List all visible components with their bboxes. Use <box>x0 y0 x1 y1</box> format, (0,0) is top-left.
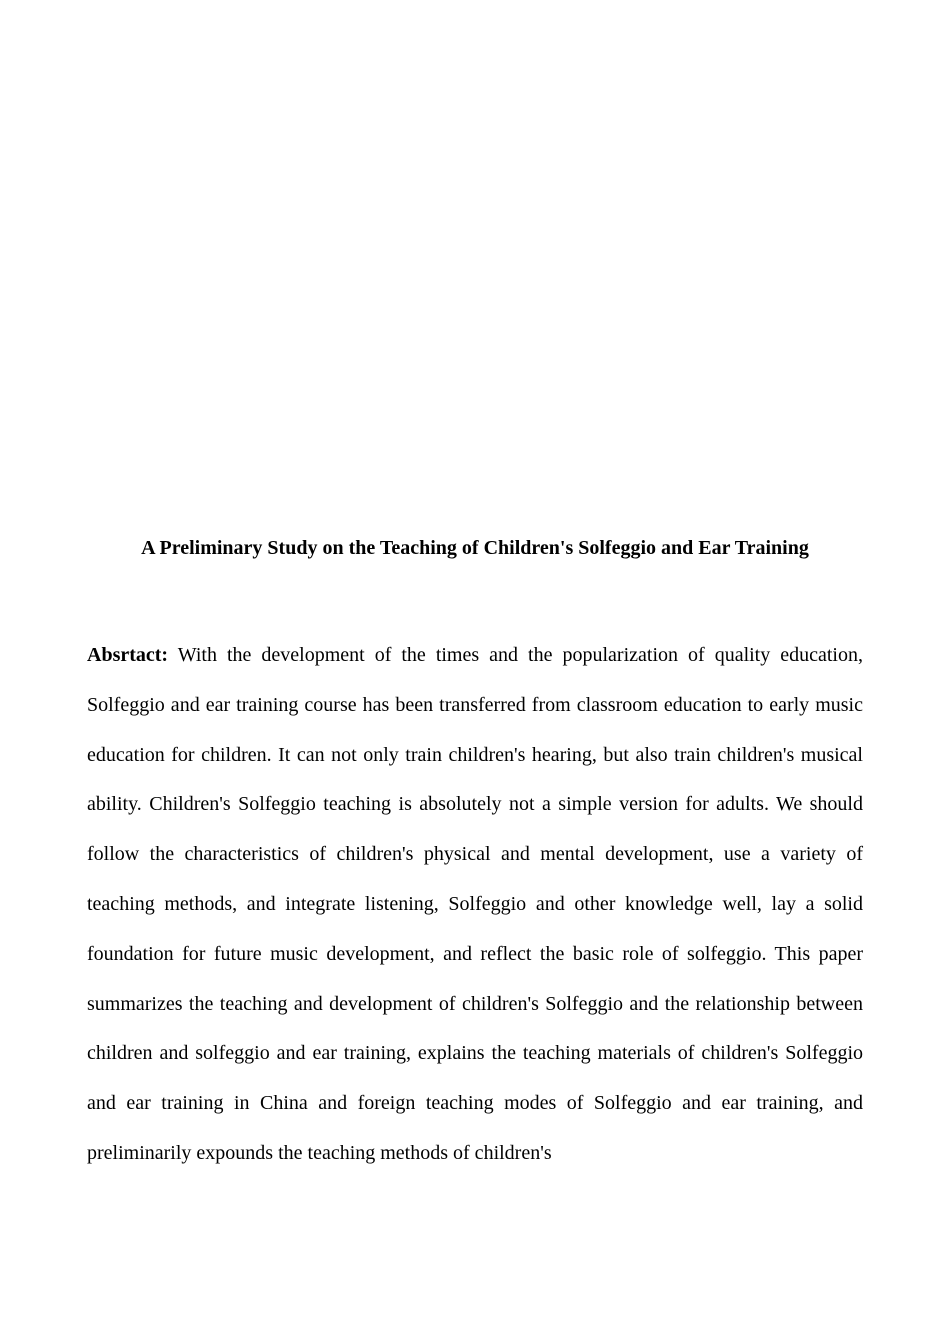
abstract-text: With the development of the times and the popularization of quality education, Solfeggio and ear training course has been transferred from classroom education to early music education for children. It can not only train children's hearing, but also train children's musical ability. Children's Solfeggio teaching is absolutely not a simple version for adults. We should follow the characteristics of children's physical and mental development, use a variety of teaching methods, and integrate listening, Solfeggio and other knowledge well, lay a solid foundation for future music development, and reflect the basic role of solfeggio. This paper summarizes the teaching and development of children's Solfeggio and the relationship between children and solfeggio and ear training, explains the teaching materials of children's Solfeggio and ear training in China and foreign teaching modes of Solfeggio and ear training, and preliminarily expounds the teaching methods of children's <box>87 644 863 1164</box>
abstract-paragraph <box>87 631 863 1179</box>
abstract-label: Absrtact: <box>87 644 169 666</box>
paper-title: A Preliminary Study on the Teaching of Children's Solfeggio and Ear Training <box>141 537 809 559</box>
